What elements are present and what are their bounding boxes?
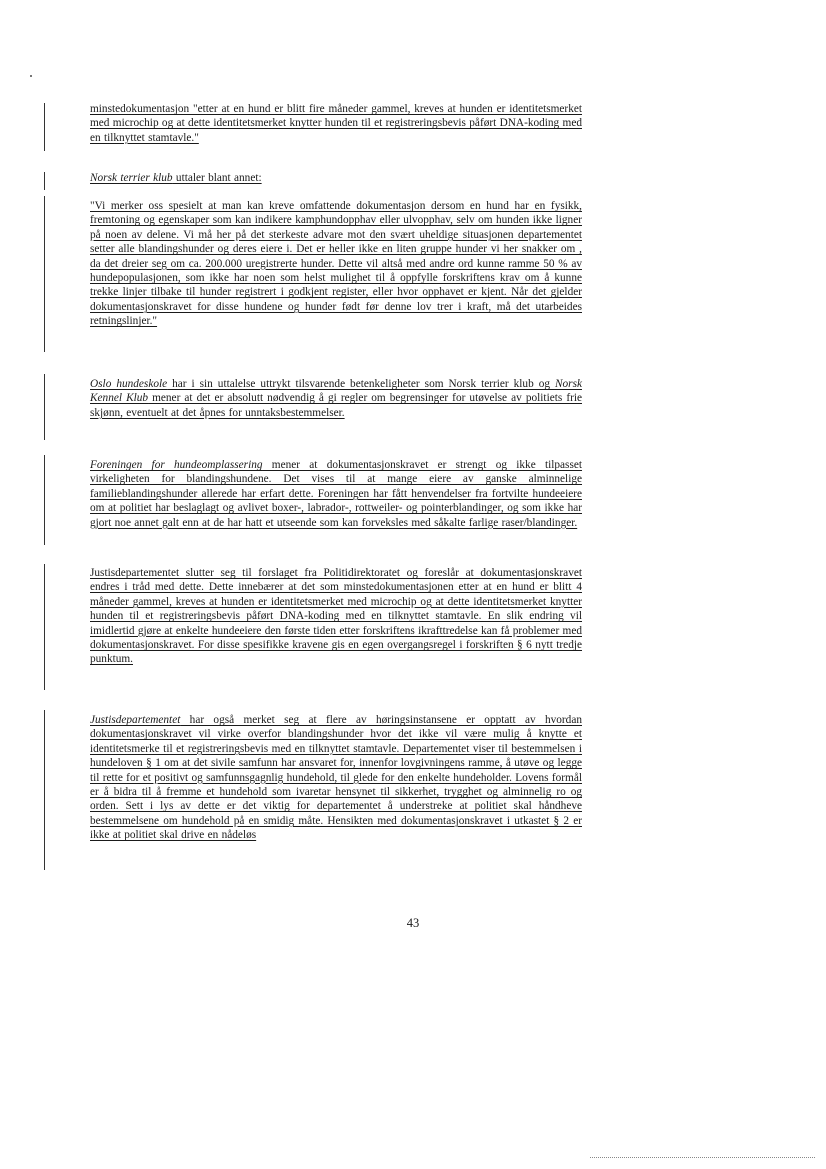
scan-footer-dots bbox=[590, 1157, 815, 1158]
organization-name: Norsk Kennel Klub bbox=[90, 378, 582, 405]
scan-artifact-dot bbox=[30, 75, 32, 77]
paragraph-text: mener at det er absolutt nødvendig å gi regler om begrensinger for utøvelse av politiets frie skjønn, eventuelt at det åpnes for unntaksbestemmelser. bbox=[90, 392, 582, 419]
paragraph-text: mener at dokumentasjonskravet er strengt og ikke tilpasset virkeligheten for blandingshundene. Det vises til at mange eiere av ganske alminnelige familieblandingshunder allerede har erfart dette. Foreningen har fått henvendelser fra fortvilte hundeeiere om at politiet har beslaglagt og avlivet boxer-, labrador-, rottweiler- og pointerblandinger, og som ikke har gjort noe annet galt enn at de har hatt et utseende som kan forveksles med såkalte farlige raser/blandinger. bbox=[90, 459, 583, 529]
organization-name: Foreningen for hundeomplassering bbox=[90, 459, 263, 471]
paragraph-text: uttaler blant annet: bbox=[172, 172, 262, 184]
paragraph-7 bbox=[90, 713, 582, 843]
margin-change-bar bbox=[44, 196, 45, 352]
quote-paragraph bbox=[90, 199, 582, 329]
margin-change-bar bbox=[44, 710, 45, 870]
paragraph-5 bbox=[90, 458, 582, 530]
paragraph-2 bbox=[90, 171, 582, 185]
paragraph-text: har i sin uttalelse uttrykt tilsvarende betenkeligheter som Norsk terrier klub og bbox=[167, 378, 555, 390]
margin-change-bar bbox=[44, 564, 45, 690]
margin-change-bar bbox=[44, 172, 45, 190]
margin-change-bar bbox=[44, 455, 45, 545]
organization-name: Norsk terrier klub bbox=[90, 172, 173, 184]
paragraph-6 bbox=[90, 566, 582, 667]
paragraph-1 bbox=[90, 102, 582, 145]
paragraph-text: minstedokumentasjon "etter at en hund er blitt fire måneder gammel, kreves at hunden er identitetsmerket med microchip og at dette identitetsmerket knytter hunden til et registreringsbevis påført DNA-koding med en tilknyttet stamtavle." bbox=[90, 103, 582, 144]
paragraph-text: har også merket seg at flere av høringsinstansene er opptatt av hvordan dokumentasjonskravet vil virke overfor blandingshunder hvor det ikke vil være mulig å knytte et identitetsmerke til et registreringsbevis med en tilknyttet stamtavle. Departementet viser til bestemmelsen i hundeloven § 1 om at det sivile samfunn har ansvaret for, innenfor lovgivningens ramme, å utøve og legge til rette for et positivt og samfunnsgagnlig hundehold, til glede for den enkelte hundeholder. Lovens formål er å bidra til å fremme et hundehold som ivaretar hensynet til sikkerhet, trygghet og alminnelig ro og orden. Sett i lys av dette er det viktig for departementet å understreke at politiet skal håndheve bestemmelsene om hundehold på en smidig måte. Hensikten med dokumentasjonskravet i utkastet § 2 er ikke at politiet skal drive en nådeløs bbox=[90, 714, 582, 842]
paragraph-4 bbox=[90, 377, 582, 420]
quote-text: "Vi merker oss spesielt at man kan kreve omfattende dokumentasjon dersom en hund har en fysikk, fremtoning og egenskaper som kan indikere kamphundopphav eller ulvopphav, selv om hunden ikke ligner på noen av delene. Vi må her på det sterkeste advare mot den svært uheldige situasjonen departementet setter alle blandingshunder og deres eiere i. Det er heller ikke en liten gruppe hunder vi her snakker om , da det dreier seg om ca. 200.000 uregistrerte hunder. Dette vil altså med andre ord kunne ramme 50 % av hundepopulasjonen, som ikke har noen som helst mulighet til å oppfylle forskriftens krav om å kunne trekke linjer tilbake til hunder registrert i godkjent register, eller hvor opphavet er kjent. Når det gjelder dokumentasjonskravet for disse hundene og hunder født før denne lov trer i kraft, må det utarbeides retningslinjer." bbox=[90, 200, 582, 328]
page-number: 43 bbox=[406, 916, 420, 930]
margin-change-bar bbox=[44, 103, 45, 151]
paragraph-text: Justisdepartementet slutter seg til forslaget fra Politidirektoratet og foreslår at dokumentasjonskravet endres i tråd med dette. Dette innebærer at det som minstedokumentasjonen etter at en hund er blitt 4 måneder gammel, kreves at hunden er identitetsmerket med microchip og at dette identitetsmerket knytter hunden til et registreringsbevis påført DNA-koding med en tilknyttet stamtavle. En slik endring vil imidlertid gjøre at enkelte hundeeiere den første tiden etter forskriftens ikrafttredelse kan få problemer med dokumentasjonskravet. For disse spesifikke kravene gis en egen overgangsregel i forskriften § 6 nytt tredje punktum. bbox=[90, 567, 582, 666]
organization-name: Oslo hundeskole bbox=[90, 378, 168, 390]
organization-name: Justisdepartementet bbox=[90, 714, 181, 726]
margin-change-bar bbox=[44, 374, 45, 440]
